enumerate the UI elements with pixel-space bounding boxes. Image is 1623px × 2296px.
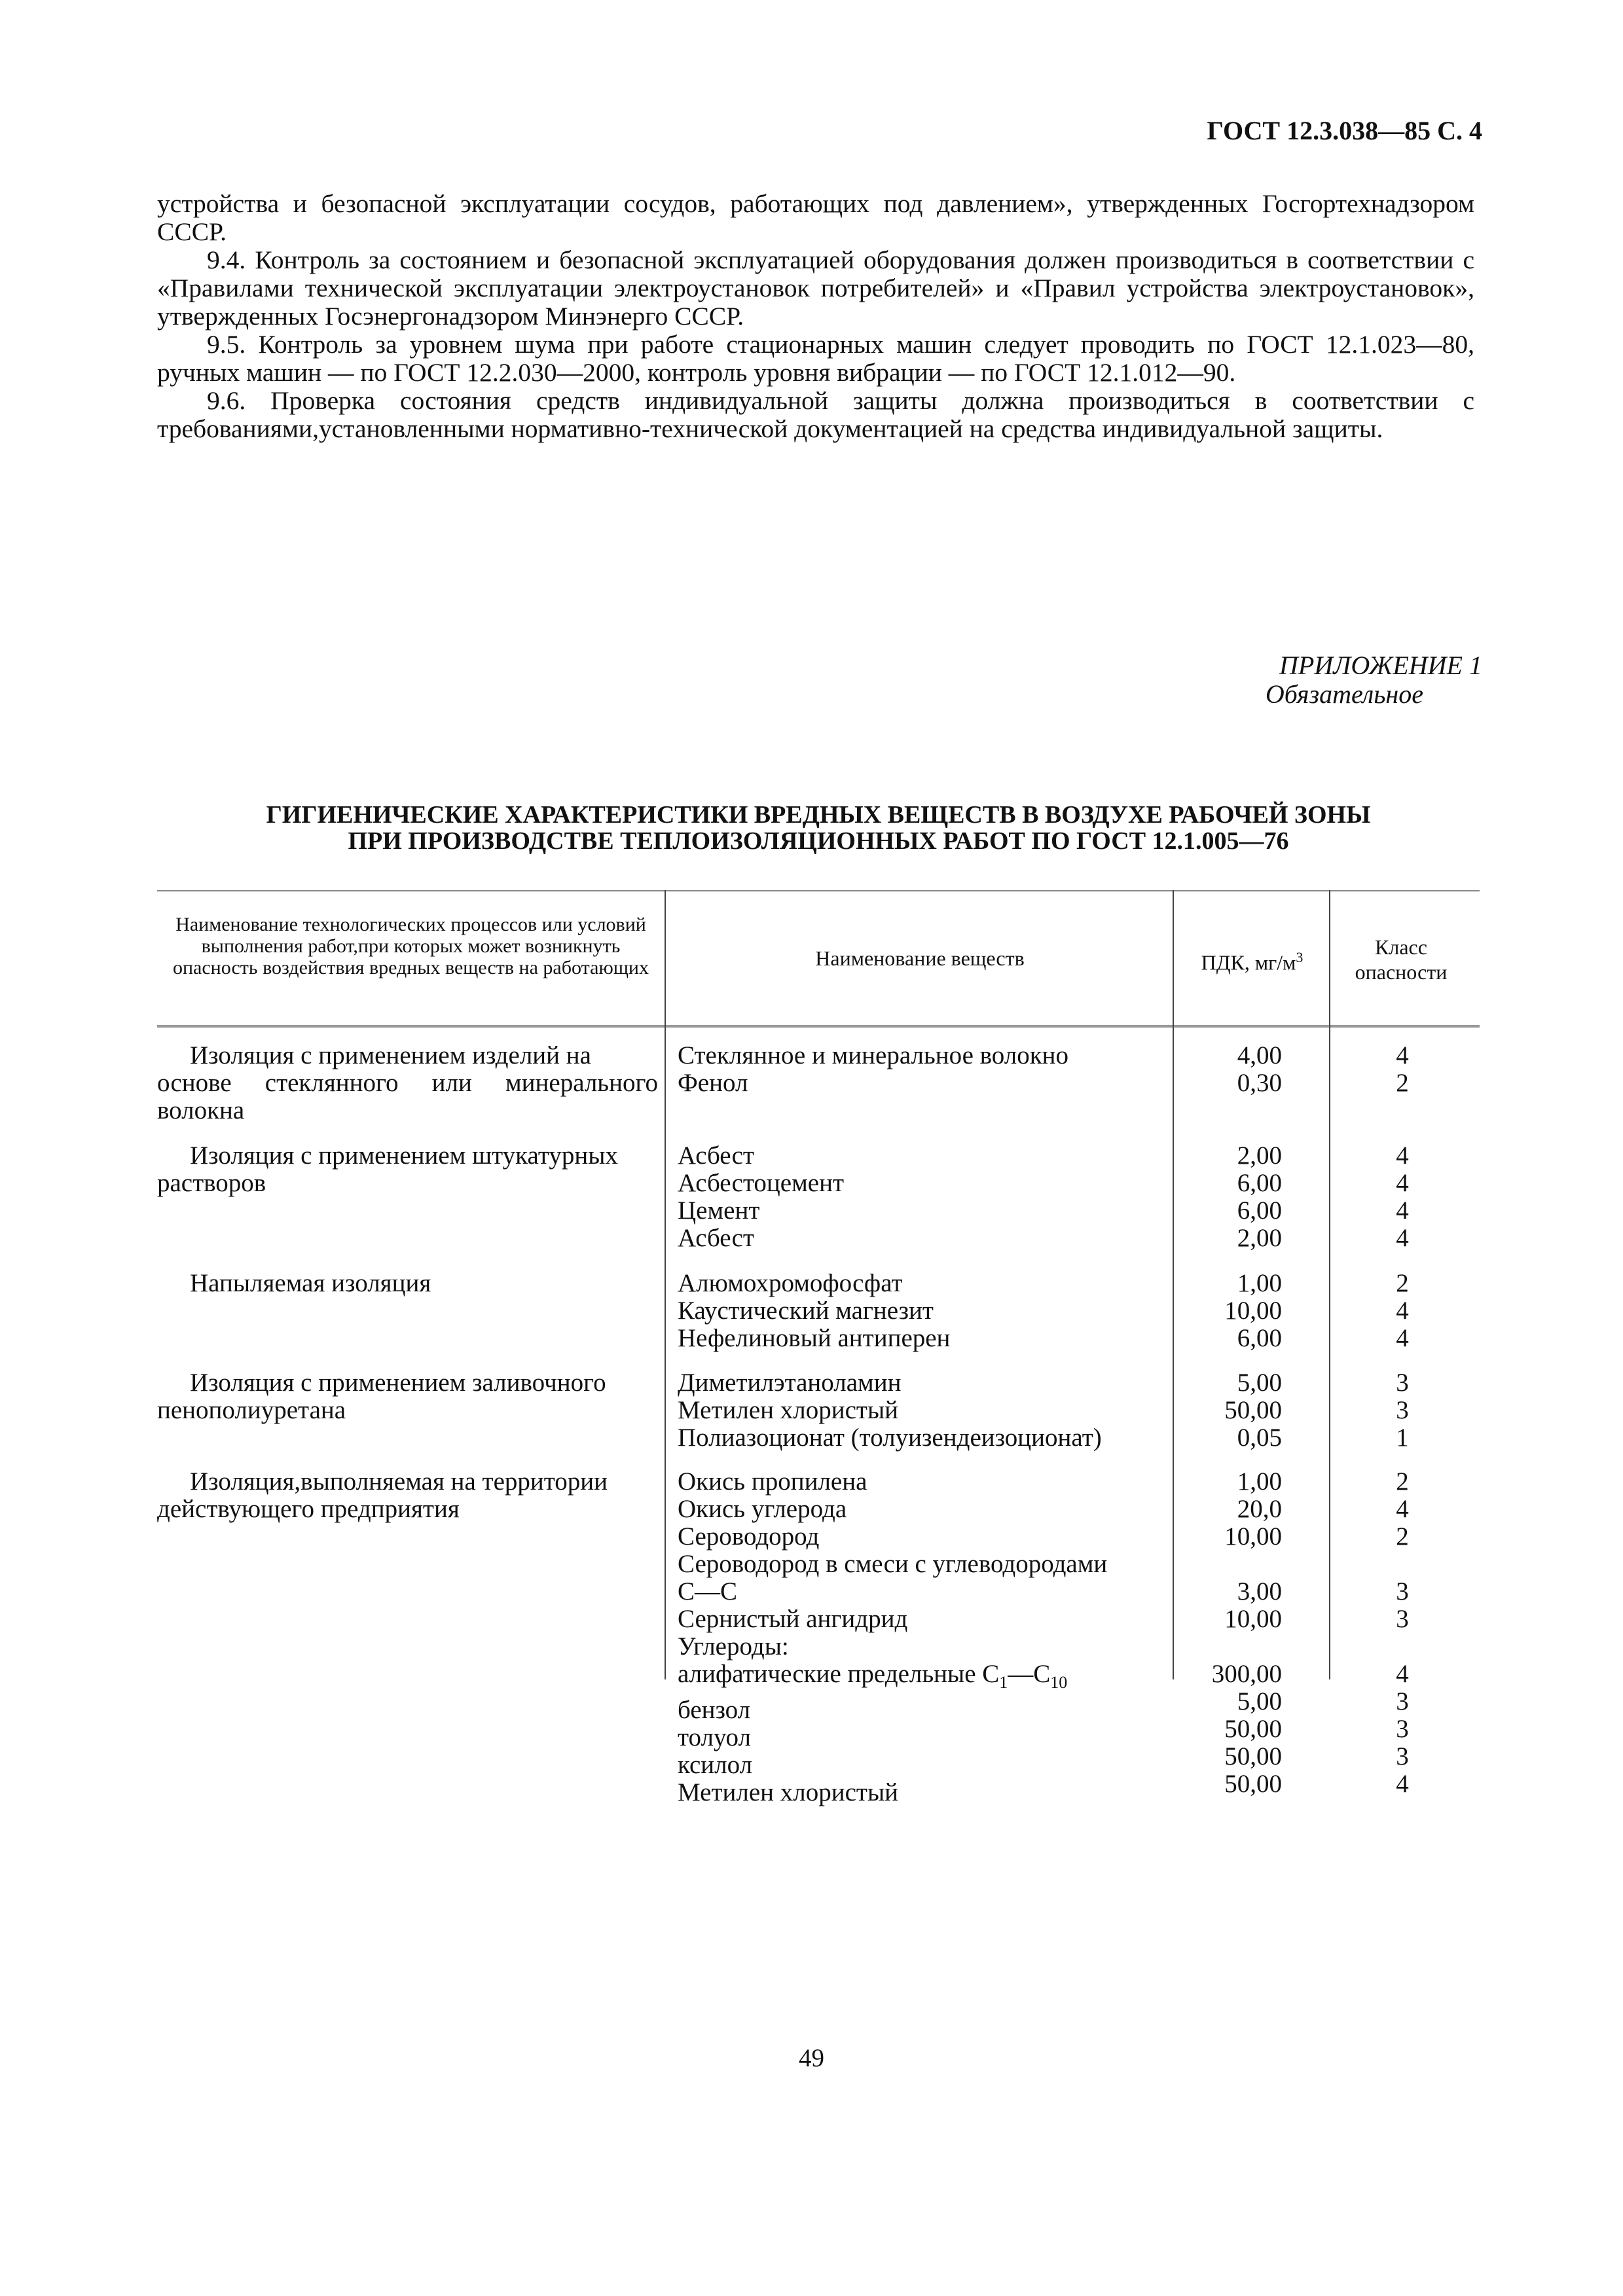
pdk-list-group-2 <box>1178 1142 1282 1252</box>
substance: ксилол <box>678 1750 753 1779</box>
hazard-list-group-4 <box>1330 1369 1474 1452</box>
hazard-class: 2 <box>1396 1069 1409 1097</box>
substance-list-group-5 <box>678 1468 1169 1806</box>
substance: Метилен хлористый <box>678 1778 899 1806</box>
pdk-list-group-1 <box>1178 1042 1282 1097</box>
process-group-5 <box>157 1468 658 1523</box>
page-number: 49 <box>799 2044 824 2072</box>
substance <box>678 1660 1169 1696</box>
substance-list-group-3 <box>678 1270 1169 1352</box>
header-pdk-label: ПДК, мг/м <box>1201 950 1296 975</box>
paragraph-9-5: 9.5. Контроль за уровнем шума при работе стационарных машин следует проводить по ГОСТ 12.1.023—80, ручных машин — по ГОСТ 12.2.030—2000, контроль уровня вибрации — по ГОСТ 12.1.012—90. <box>157 330 1474 387</box>
appendix-label <box>1266 651 1482 709</box>
process-text-continued: пенополиуретана <box>157 1396 346 1424</box>
subscript: 1 <box>999 1672 1008 1692</box>
pdk-value: 1,00 <box>1237 1269 1282 1297</box>
header-hazard: Класс опасности <box>1355 935 1448 984</box>
substance-name: алифатические предельные С <box>678 1660 1000 1688</box>
hazard-class: 4 <box>1396 1041 1409 1069</box>
substance: Стеклянное и минеральное волокно <box>678 1041 1069 1069</box>
process-text: Напыляемая изоляция <box>190 1269 431 1297</box>
hazard-class: 4 <box>1396 1324 1409 1352</box>
substance: Асбест <box>678 1141 754 1170</box>
substance: Асбест <box>678 1224 754 1252</box>
subscript: 10 <box>1050 1672 1068 1692</box>
pdk-value: 10,00 <box>1224 1605 1282 1633</box>
pdk-value: 50,00 <box>1224 1715 1282 1743</box>
table-title <box>157 802 1480 854</box>
hazard-class: 3 <box>1396 1715 1409 1743</box>
substance: бензол <box>678 1695 751 1724</box>
hazard-class: 4 <box>1396 1495 1409 1523</box>
substance: толуол <box>678 1723 751 1751</box>
hazard-class: 2 <box>1396 1269 1409 1297</box>
hazard-class: 4 <box>1396 1224 1409 1252</box>
paragraph-continuation: устройства и безопасной эксплуатации сосудов, работающих под давлением», утвержденных Госгортехнадзором СССР. <box>157 189 1474 246</box>
substance: Окись углерода <box>678 1495 847 1523</box>
substance: Асбестоцемент <box>678 1169 845 1197</box>
substance: Диметилэтаноламин <box>678 1369 902 1397</box>
pdk-list-group-5 <box>1178 1468 1282 1798</box>
process-group-1 <box>157 1042 658 1124</box>
pdk-value: 300,00 <box>1211 1660 1282 1688</box>
substance: Сероводород <box>678 1522 820 1551</box>
hazard-class: 3 <box>1396 1369 1409 1397</box>
hazard-class <box>1330 1633 1474 1660</box>
pdk-list-group-4 <box>1178 1369 1282 1452</box>
table-top-rule <box>157 890 1480 891</box>
hazard-class: 4 <box>1396 1297 1409 1325</box>
document-reference: ГОСТ 12.3.038—85 С. 4 <box>1207 116 1482 145</box>
header-substance: Наименование веществ <box>815 946 1025 970</box>
hazard-class: 1 <box>1396 1424 1409 1452</box>
hazard-class: 2 <box>1396 1467 1409 1496</box>
header-pdk-superscript: 3 <box>1296 949 1304 965</box>
paragraph-9-4: 9.4. Контроль за состоянием и безопасной эксплуатацией оборудования должен производиться в соответствии с «Правилами технической эксплуатации электроустановок потребителей» и «Правил устройства электроустановок», утвержденных Госэнергонадзором Минэнерго СССР. <box>157 245 1474 331</box>
pdk-value: 6,00 <box>1237 1169 1282 1197</box>
process-group-3 <box>157 1270 658 1297</box>
substance-list-group-1 <box>678 1042 1169 1097</box>
pdk-value: 50,00 <box>1224 1770 1282 1798</box>
substance: С—С <box>678 1577 738 1605</box>
hazard-class: 2 <box>1396 1522 1409 1551</box>
substance: Цемент <box>678 1196 760 1225</box>
hazard-class <box>1330 1551 1474 1578</box>
pdk-value: 0,30 <box>1237 1069 1282 1097</box>
hazard-class: 3 <box>1396 1742 1409 1770</box>
hazard-list-group-1 <box>1330 1042 1474 1097</box>
hazard-class: 3 <box>1396 1687 1409 1715</box>
substance-name-mid: —С <box>1008 1660 1051 1688</box>
pdk-value <box>1178 1633 1282 1660</box>
pdk-value: 4,00 <box>1237 1041 1282 1069</box>
table-header-rule <box>157 1025 1480 1028</box>
pdk-value: 0,05 <box>1237 1424 1282 1452</box>
process-text-continued: растворов <box>157 1169 266 1197</box>
column-divider-1 <box>665 890 666 1679</box>
substance: Фенол <box>678 1069 748 1097</box>
hazard-class: 4 <box>1396 1196 1409 1225</box>
pdk-value: 10,00 <box>1224 1522 1282 1551</box>
column-divider-2 <box>1173 890 1174 1679</box>
header-pdk <box>1175 946 1329 974</box>
pdk-value: 2,00 <box>1237 1224 1282 1252</box>
hazard-class: 4 <box>1396 1169 1409 1197</box>
process-text: Изоляция с применением заливочного <box>190 1369 606 1397</box>
table-title-line-2: ПРИ ПРОИЗВОДСТВЕ ТЕПЛОИЗОЛЯЦИОННЫХ РАБОТ ПО ГОСТ 12.1.005—76 <box>348 827 1289 855</box>
pdk-value <box>1178 1551 1282 1578</box>
process-text-continued: действующего предприятия <box>157 1495 460 1523</box>
hazard-list-group-2 <box>1330 1142 1474 1252</box>
substance: Окись пропилена <box>678 1467 867 1496</box>
process-text: Изоляция,выполняемая на территории <box>190 1467 608 1496</box>
hazard-class: 4 <box>1396 1660 1409 1688</box>
substance: Углероды: <box>678 1632 789 1660</box>
pdk-value: 3,00 <box>1237 1577 1282 1605</box>
appendix-title: ПРИЛОЖЕНИЕ 1 <box>1279 651 1482 680</box>
substance: Нефелиновый антиперен <box>678 1324 951 1352</box>
hazard-class: 3 <box>1396 1605 1409 1633</box>
process-group-4 <box>157 1369 658 1424</box>
pdk-value: 20,0 <box>1237 1495 1282 1523</box>
pdk-value: 5,00 <box>1237 1687 1282 1715</box>
process-text-continued: основе стеклянного или минерального волокна <box>157 1069 658 1124</box>
substance-list-group-4 <box>678 1369 1169 1452</box>
substance: Сероводород в смеси с углеводородами <box>678 1550 1108 1578</box>
pdk-value: 50,00 <box>1224 1396 1282 1424</box>
process-text: Изоляция с применением штукатурных <box>190 1141 618 1170</box>
hazard-class: 3 <box>1396 1577 1409 1605</box>
header-process: Наименование технологических процессов или условий выполнения работ,при которых может возникнуть опасность воздействия вредных веществ на работающих <box>173 914 649 978</box>
pdk-value: 2,00 <box>1237 1141 1282 1170</box>
pdk-value: 1,00 <box>1237 1467 1282 1496</box>
pdk-value: 5,00 <box>1237 1369 1282 1397</box>
paragraph-9-6: 9.6. Проверка состояния средств индивидуальной защиты должна производиться в соответствии с требованиями,установленными нормативно-технической документацией на средства индивидуальной защиты. <box>157 386 1474 443</box>
pdk-list-group-3 <box>1178 1270 1282 1352</box>
process-text: Изоляция с применением изделий на <box>190 1041 591 1069</box>
table-title-line-1: ГИГИЕНИЧЕСКИЕ ХАРАКТЕРИСТИКИ ВРЕДНЫХ ВЕЩЕСТВ В ВОЗДУХЕ РАБОЧЕЙ ЗОНЫ <box>266 801 1371 829</box>
hazard-list-group-3 <box>1330 1270 1474 1352</box>
appendix-note: Обязательное <box>1265 679 1423 709</box>
substance-list-group-2 <box>678 1142 1169 1252</box>
body-text <box>157 190 1474 443</box>
substance: Метилен хлористый <box>678 1396 899 1424</box>
hazard-list-group-5 <box>1330 1468 1474 1798</box>
pdk-value: 50,00 <box>1224 1742 1282 1770</box>
substance: Сернистый ангидрид <box>678 1605 908 1633</box>
pdk-value: 6,00 <box>1237 1324 1282 1352</box>
substance: Полиазоционат (толуизендеизоционат) <box>678 1424 1102 1452</box>
process-group-2 <box>157 1142 658 1197</box>
substance: Алюмохромофосфат <box>678 1269 903 1297</box>
hazard-class: 4 <box>1396 1141 1409 1170</box>
hazard-class: 3 <box>1396 1396 1409 1424</box>
hazard-class: 4 <box>1396 1770 1409 1798</box>
substance: Каустический магнезит <box>678 1297 934 1325</box>
pdk-value: 10,00 <box>1224 1297 1282 1325</box>
pdk-value: 6,00 <box>1237 1196 1282 1225</box>
